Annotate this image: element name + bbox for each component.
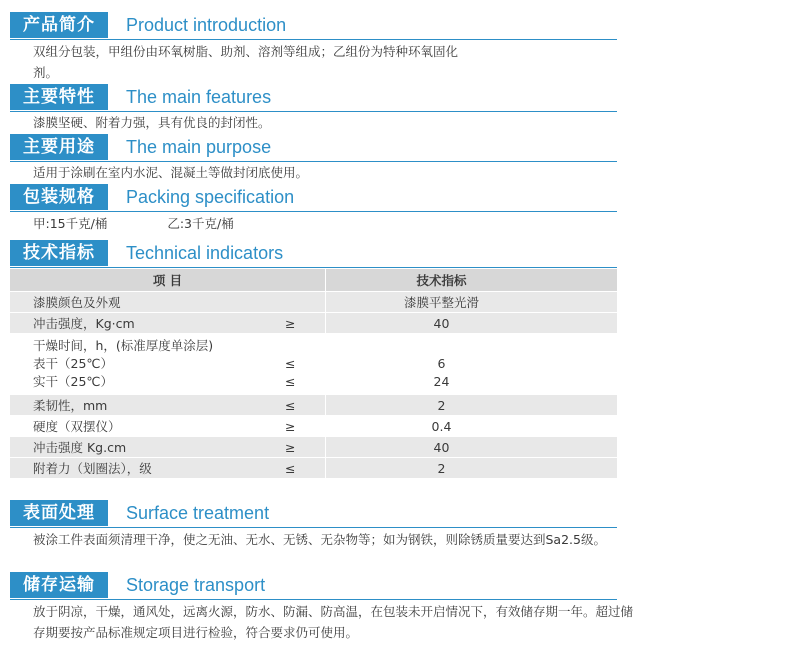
row-item: 附着力（划圈法），级	[10, 458, 283, 479]
drying-surface-op: ≤	[285, 356, 296, 371]
table-row	[10, 437, 617, 458]
row-item: 冲击强度 Kg.cm	[10, 437, 283, 458]
section-tag-features: 主要特性	[10, 84, 108, 110]
drying-surface: 表干（25℃）	[33, 356, 113, 371]
row-op-drying	[283, 334, 326, 395]
section-rule	[10, 267, 617, 268]
row-value: 40	[326, 437, 618, 458]
row-value: 2	[326, 395, 618, 416]
section-rule	[10, 211, 617, 212]
technical-indicators-table	[10, 269, 617, 479]
drying-surface-value: 6	[437, 356, 446, 371]
drying-title: 干燥时间，h，(标准厚度单涂层)	[33, 338, 214, 353]
packing-spec	[33, 214, 290, 234]
header-indicator: 技术指标	[326, 269, 618, 292]
drying-title-value	[326, 337, 557, 355]
surface-text: 被涂工件表面须清理干净，使之无油、无水、无锈、无杂物等；如为钢铁，则除锈质量要达到Sa2.5级。	[33, 532, 606, 547]
section-title-storage: Storage transport	[126, 575, 266, 595]
row-value: 40	[326, 313, 618, 334]
row-item: 硬度（双摆仪）	[10, 416, 283, 437]
table-header-row	[10, 269, 617, 292]
section-rule	[10, 527, 617, 528]
section-title-packing: Packing specification	[126, 187, 295, 207]
packing-part-a: 甲:15千克/桶	[33, 216, 108, 231]
row-op: ≥	[283, 416, 326, 437]
drying-hard: 实干（25℃）	[33, 374, 113, 389]
row-item-drying	[10, 334, 283, 395]
drying-hard-value: 24	[433, 374, 450, 389]
section-header-surface	[10, 500, 617, 526]
drying-hard-op: ≤	[285, 374, 296, 389]
section-title-technical: Technical indicators	[126, 243, 284, 263]
section-header-intro	[10, 12, 617, 38]
table-row	[10, 313, 617, 334]
row-value: 2	[326, 458, 618, 479]
purpose-text: 适用于涂刷在室内水泥、混凝土等做封闭底使用。	[33, 165, 309, 180]
table-row-drying	[10, 334, 617, 395]
section-title-features: The main features	[126, 87, 272, 107]
row-item: 漆膜颜色及外观	[10, 292, 283, 313]
row-op	[283, 292, 326, 313]
section-header-packing	[10, 184, 617, 210]
section-header-purpose	[10, 134, 617, 160]
section-header-features	[10, 84, 617, 110]
table-row	[10, 395, 617, 416]
section-title-intro: Product introduction	[126, 15, 287, 35]
section-header-technical	[10, 240, 617, 266]
packing-part-b: 乙:3千克/桶	[167, 216, 234, 231]
section-tag-technical: 技术指标	[10, 240, 108, 266]
row-op: ≤	[283, 395, 326, 416]
row-value-drying	[326, 334, 618, 395]
row-op: ≥	[283, 313, 326, 334]
section-rule	[10, 599, 617, 600]
table-row	[10, 416, 617, 437]
drying-title-op	[285, 337, 325, 355]
table-row	[10, 292, 617, 313]
row-item: 柔韧性，mm	[10, 395, 283, 416]
section-tag-surface: 表面处理	[10, 500, 108, 526]
section-tag-intro: 产品简介	[10, 12, 108, 38]
section-header-storage	[10, 572, 617, 598]
section-tag-purpose: 主要用途	[10, 134, 108, 160]
section-tag-storage: 储存运输	[10, 572, 108, 598]
section-rule	[10, 39, 617, 40]
section-title-purpose: The main purpose	[126, 137, 272, 157]
header-item: 项 目	[10, 269, 326, 292]
section-title-surface: Surface treatment	[126, 503, 270, 523]
storage-text: 放于阴凉，干燥，通风处，远离火源，防水、防漏、防高温，在包装未开启情况下，有效储存期一年。超过储存期要按产品标准规定项目进行检验，符合要求仍可使用。	[33, 604, 634, 640]
features-text: 漆膜坚硬、附着力强，具有优良的封闭性。	[33, 115, 271, 130]
row-item: 冲击强度，Kg·cm	[10, 313, 283, 334]
section-tag-packing: 包装规格	[10, 184, 108, 210]
row-op: ≤	[283, 458, 326, 479]
table-row	[10, 458, 617, 479]
row-op: ≥	[283, 437, 326, 458]
row-value: 0.4	[326, 416, 618, 437]
intro-text: 双组分包装，甲组份由环氧树脂、助剂、溶剂等组成；乙组份为特种环氧固化剂。	[33, 44, 459, 80]
row-value: 漆膜平整光滑	[326, 292, 618, 313]
